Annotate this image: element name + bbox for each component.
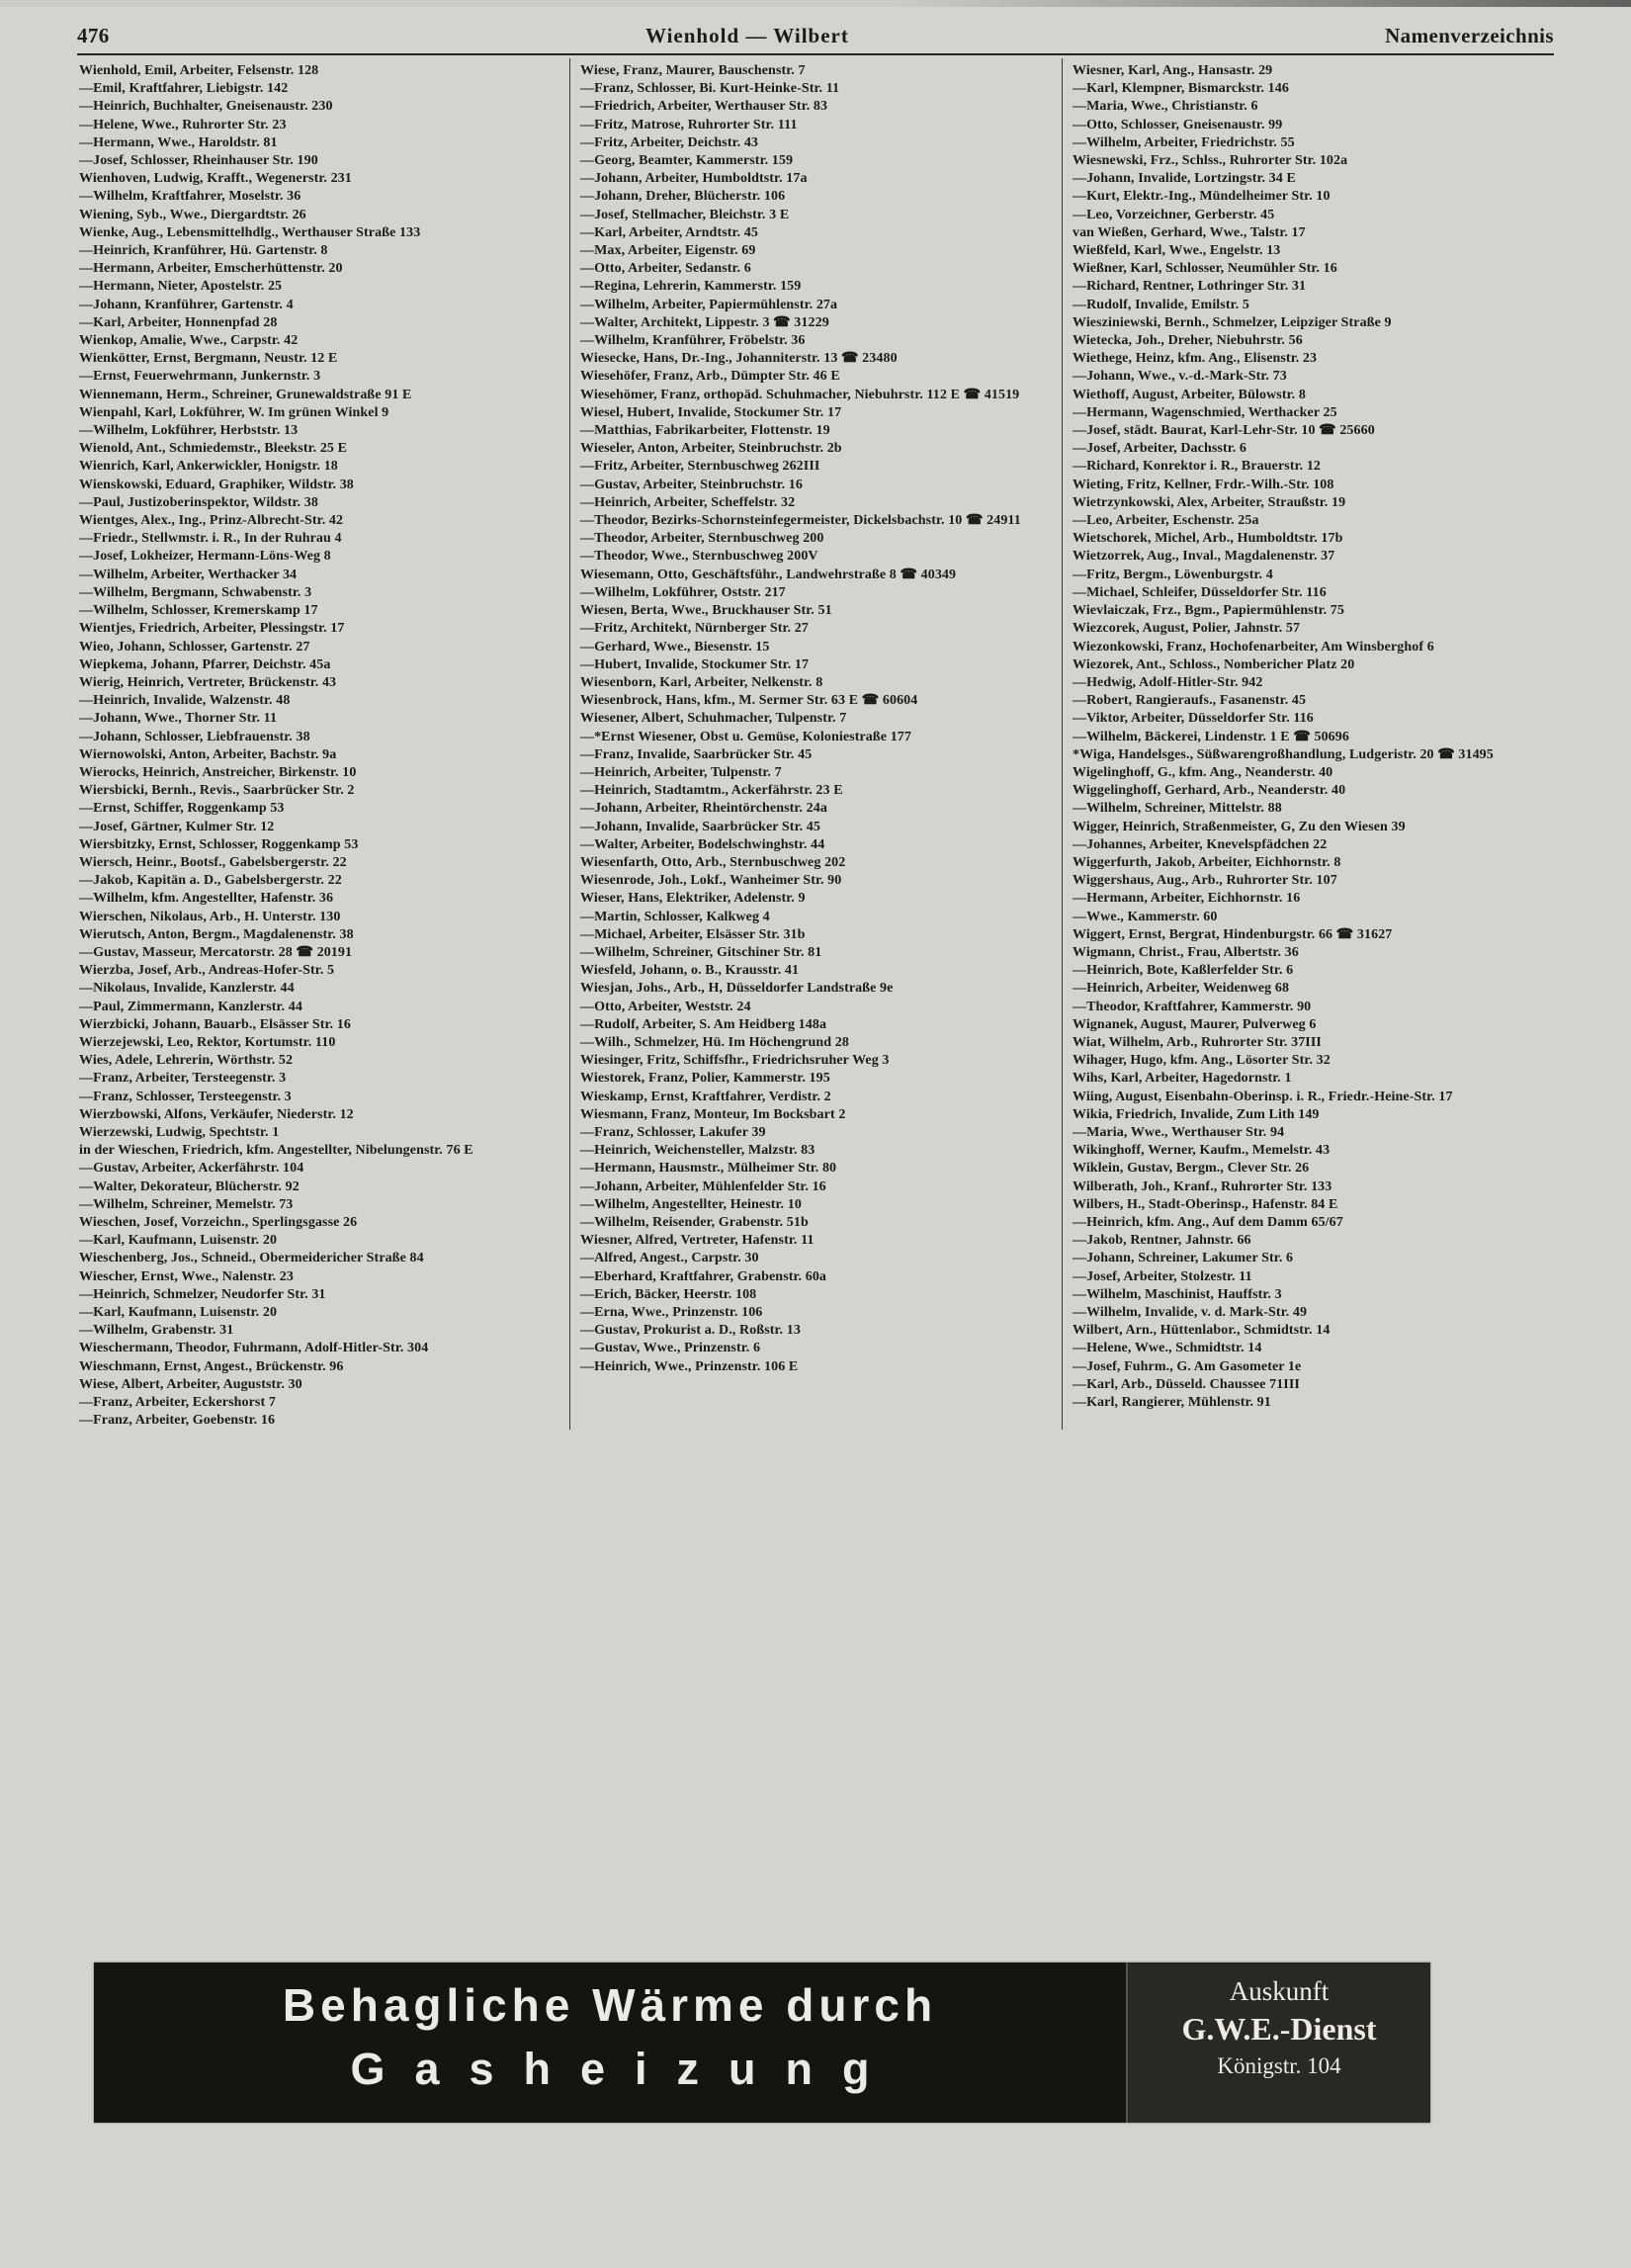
directory-entry: Wiesel, Hubert, Invalide, Stockumer Str. 17 <box>579 404 842 420</box>
directory-entry: Wiese, Albert, Arbeiter, Auguststr. 30 <box>79 1376 302 1392</box>
directory-entry: —Franz, Schlosser, Bi. Kurt-Heinke-Str. 11 <box>579 81 840 97</box>
directory-entry: Wiesinger, Fritz, Schiffsfhr., Friedrichsruher Weg 3 <box>579 1053 890 1069</box>
directory-entry: —Johann, Wwe., v.-d.-Mark-Str. 73 <box>1072 369 1287 385</box>
directory-entry: Wiing, August, Eisenbahn-Oberinsp. i. R., Friedr.-Heine-Str. 17 <box>1072 1089 1453 1104</box>
directory-entry: Wierzbicki, Johann, Bauarb., Elsässer Str. 16 <box>79 1016 351 1032</box>
directory-entry: —Hermann, Hausmstr., Mülheimer Str. 80 <box>579 1161 837 1177</box>
directory-entry: Wieseler, Anton, Arbeiter, Steinbruchstr. 2b <box>579 441 842 457</box>
ad-headline-line2: Gasheizung <box>350 2044 900 2094</box>
ad-info-title: Auskunft <box>1229 1976 1330 2006</box>
directory-entry: Wienkop, Amalie, Wwe., Carpstr. 42 <box>79 333 299 349</box>
directory-entry: —Wilhelm, Grabenstr. 31 <box>79 1323 234 1339</box>
directory-entry: —Wilhelm, Lokführer, Herbststr. 13 <box>79 423 299 439</box>
directory-entry: Wiesner, Alfred, Vertreter, Hafenstr. 11 <box>579 1233 815 1249</box>
ad-info-name: G.W.E.-Dienst <box>1181 2011 1377 2047</box>
directory-entry: —Johann, Arbeiter, Mühlenfelder Str. 16 <box>579 1178 826 1194</box>
directory-entry: —Johann, Dreher, Blücherstr. 106 <box>579 189 786 205</box>
directory-entry: Wiesenbrock, Hans, kfm., M. Sermer Str. 63 E ☎ 60604 <box>579 693 918 709</box>
directory-entry: —Emil, Kraftfahrer, Liebigstr. 142 <box>79 81 289 97</box>
directory-entry: Wiese, Franz, Maurer, Bauschenstr. 7 <box>579 63 806 78</box>
directory-entry: —Wilhelm, Arbeiter, Papiermühlenstr. 27a <box>579 297 838 312</box>
directory-entry: —Hermann, Arbeiter, Emscherhüttenstr. 20 <box>79 261 343 277</box>
directory-entry: —Josef, städt. Baurat, Karl-Lehr-Str. 10 ☎ 25660 <box>1072 423 1375 439</box>
ad-headline-line1: Behagliche Wärme durch <box>282 1979 938 2031</box>
directory-entry: Wiethege, Heinz, kfm. Ang., Elisenstr. 23 <box>1072 351 1318 367</box>
directory-column-3 <box>1062 58 1554 1430</box>
directory-entry: —Wwe., Kammerstr. 60 <box>1072 909 1218 924</box>
directory-entry: —Franz, Arbeiter, Tersteegenstr. 3 <box>79 1071 287 1087</box>
directory-entry: Wiestorek, Franz, Polier, Kammerstr. 195 <box>579 1071 830 1087</box>
directory-entry: Wierzewski, Ludwig, Spechtstr. 1 <box>79 1124 280 1140</box>
directory-entry: —Wilhelm, Kraftfahrer, Moselstr. 36 <box>79 189 301 205</box>
directory-entry: —Heinrich, Buchhalter, Gneisenaustr. 230 <box>79 99 333 115</box>
directory-entry: —Walter, Arbeiter, Bodelschwinghstr. 44 <box>579 836 825 852</box>
directory-entry: Wienhold, Emil, Arbeiter, Felsenstr. 128 <box>79 63 319 78</box>
directory-entry: —*Ernst Wiesener, Obst u. Gemüse, Koloniestraße 177 <box>579 729 911 744</box>
directory-entry: —Maria, Wwe., Christianstr. 6 <box>1072 99 1258 115</box>
directory-entry: —Erich, Bäcker, Heerstr. 108 <box>579 1286 757 1302</box>
directory-entry: —Hermann, Nieter, Apostelstr. 25 <box>79 279 283 295</box>
directory-entry: Wiernowolski, Anton, Arbeiter, Bachstr. 9a <box>79 746 337 762</box>
directory-entry: —Johann, Arbeiter, Rheintörchenstr. 24a <box>579 801 827 817</box>
directory-entry: Wiggershaus, Aug., Arb., Ruhrorter Str. 107 <box>1072 873 1337 889</box>
directory-entry: —Otto, Arbeiter, Weststr. 24 <box>579 999 751 1014</box>
directory-entry: Wikinghoff, Werner, Kaufm., Memelstr. 43 <box>1072 1143 1331 1159</box>
directory-entry: —Wilhelm, Arbeiter, Werthacker 34 <box>79 567 298 582</box>
directory-entry: —Josef, Lokheizer, Hermann-Löns-Weg 8 <box>79 549 331 565</box>
directory-entry: Wiklein, Gustav, Bergm., Clever Str. 26 <box>1072 1161 1310 1177</box>
directory-entry: —Johannes, Arbeiter, Knevelspfädchen 22 <box>1072 836 1328 852</box>
directory-entry: Wienskowski, Eduard, Graphiker, Wildstr. 38 <box>79 477 354 492</box>
directory-entry: Wierutsch, Anton, Bergm., Magdalenenstr. 38 <box>79 926 354 942</box>
directory-entry: —Johann, Invalide, Lortzingstr. 34 E <box>1072 171 1296 187</box>
directory-entry: van Wießen, Gerhard, Wwe., Talstr. 17 <box>1072 224 1306 240</box>
directory-entry: —Johann, Kranführer, Gartenstr. 4 <box>79 297 294 312</box>
directory-entry: Wiesenrode, Joh., Lokf., Wanheimer Str. 90 <box>579 873 842 889</box>
directory-entry: Wießner, Karl, Schlosser, Neumühler Str. 16 <box>1072 261 1337 277</box>
directory-entry: Wigger, Heinrich, Straßenmeister, G, Zu den Wiesen 39 <box>1072 819 1406 834</box>
directory-entry: Wierzba, Josef, Arb., Andreas-Hofer-Str. 5 <box>79 963 335 979</box>
directory-entry: —Paul, Justizoberinspektor, Wildstr. 38 <box>79 494 318 510</box>
directory-entry: —Karl, Kaufmann, Luisenstr. 20 <box>79 1305 278 1321</box>
directory-entry: —Fritz, Bergm., Löwenburgstr. 4 <box>1072 567 1273 582</box>
directory-entry: —Heinrich, Arbeiter, Weidenweg 68 <box>1072 981 1290 997</box>
directory-entry: —Heinrich, Wwe., Prinzenstr. 106 E <box>579 1358 799 1374</box>
directory-entry: —Karl, Arbeiter, Honnenpfad 28 <box>79 314 278 330</box>
directory-entry: Wiezorek, Ant., Schloss., Nombericher Platz 20 <box>1072 656 1355 672</box>
directory-entry: —Kurt, Elektr.-Ing., Mündelheimer Str. 10 <box>1072 189 1331 205</box>
directory-entry: —Gerhard, Wwe., Biesenstr. 15 <box>579 639 770 654</box>
directory-entry: Wiennemann, Herm., Schreiner, Grunewaldstraße 91 E <box>79 387 412 402</box>
directory-entry: Wieser, Hans, Elektriker, Adelenstr. 9 <box>579 891 806 907</box>
directory-entry: —Josef, Stellmacher, Bleichstr. 3 E <box>579 207 790 222</box>
directory-entry: Wiesen, Berta, Wwe., Bruckhauser Str. 51 <box>579 603 832 619</box>
ad-headline-area <box>94 1963 1126 2123</box>
directory-entry: Wierzejewski, Leo, Rektor, Kortumstr. 110 <box>79 1034 336 1050</box>
directory-entry: Wientjes, Friedrich, Arbeiter, Plessingstr. 17 <box>79 621 345 637</box>
directory-entry: Wiesehöfer, Franz, Arb., Dümpter Str. 46 E <box>579 369 840 385</box>
directory-entry: Wiepkema, Johann, Pfarrer, Deichstr. 45a <box>79 656 331 672</box>
directory-entry: Wiesenfarth, Otto, Arb., Sternbuschweg 202 <box>579 854 846 870</box>
directory-entry: —Otto, Schlosser, Gneisenaustr. 99 <box>1072 117 1283 132</box>
directory-entry: Wilberath, Joh., Kranf., Ruhrorter Str. 133 <box>1072 1178 1332 1194</box>
directory-entry: —Helene, Wwe., Schmidtstr. 14 <box>1072 1341 1262 1356</box>
directory-column-1 <box>77 58 569 1430</box>
directory-entry: —Gustav, Prokurist a. D., Roßstr. 13 <box>579 1323 801 1339</box>
directory-entry: —Ernst, Schiffer, Roggenkamp 53 <box>79 801 285 817</box>
directory-entry: —Gustav, Arbeiter, Steinbruchstr. 16 <box>579 477 804 492</box>
directory-entry: Wiening, Syb., Wwe., Diergardtstr. 26 <box>79 207 306 222</box>
directory-entry: —Wilhelm, Arbeiter, Friedrichstr. 55 <box>1072 134 1295 150</box>
directory-entry: —Franz, Arbeiter, Eckershorst 7 <box>79 1395 276 1411</box>
directory-entry: —Matthias, Fabrikarbeiter, Flottenstr. 19 <box>579 423 830 439</box>
directory-entry: —Wilhelm, Schlosser, Kremerskamp 17 <box>79 603 318 619</box>
directory-entry: —Max, Arbeiter, Eigenstr. 69 <box>579 243 756 259</box>
directory-entry: —Heinrich, Arbeiter, Tulpenstr. 7 <box>579 764 782 780</box>
directory-entry: —Robert, Rangieraufs., Fasanenstr. 45 <box>1072 693 1307 709</box>
directory-entry: Wieschmann, Ernst, Angest., Brückenstr. 96 <box>79 1358 344 1374</box>
directory-entry: Wievlaiczak, Frz., Bgm., Papiermühlenstr. 75 <box>1072 603 1345 619</box>
directory-entry: —Josef, Gärtner, Kulmer Str. 12 <box>79 819 275 834</box>
directory-entry: —Wilhelm, kfm. Angestellter, Hafenstr. 36 <box>79 891 334 907</box>
directory-entry: Wilbert, Arn., Hüttenlabor., Schmidtstr. 14 <box>1072 1323 1331 1339</box>
directory-entry: —Jakob, Rentner, Jahnstr. 66 <box>1072 1233 1251 1249</box>
directory-entry: —Erna, Wwe., Prinzenstr. 106 <box>579 1305 763 1321</box>
directory-entry: —Wilhelm, Reisender, Grabenstr. 51b <box>579 1215 809 1230</box>
directory-entry: Wiescher, Ernst, Wwe., Nalenstr. 23 <box>79 1268 294 1284</box>
directory-entry: —Theodor, Kraftfahrer, Kammerstr. 90 <box>1072 999 1312 1014</box>
directory-entry: —Michael, Arbeiter, Elsässer Str. 31b <box>579 926 806 942</box>
directory-entry: Wienkötter, Ernst, Bergmann, Neustr. 12 E <box>79 351 338 367</box>
directory-entry: Wieo, Johann, Schlosser, Gartenstr. 27 <box>79 639 310 654</box>
directory-entry: —Hermann, Wwe., Haroldstr. 81 <box>79 134 278 150</box>
directory-entry: —Fritz, Arbeiter, Sternbuschweg 262III <box>579 459 820 475</box>
directory-entry: Wieskamp, Ernst, Kraftfahrer, Verdistr. 2 <box>579 1089 831 1104</box>
advertisement-banner <box>94 1963 1430 2123</box>
directory-entry: —Wilhelm, Invalide, v. d. Mark-Str. 49 <box>1072 1305 1308 1321</box>
directory-entry: —Theodor, Bezirks-Schornsteinfegermeister, Dickelsbachstr. 10 ☎ 24911 <box>579 513 1021 529</box>
directory-entry: —Michael, Schleifer, Düsseldorfer Str. 116 <box>1072 584 1327 600</box>
directory-column-2 <box>569 58 1062 1430</box>
directory-entry: —Karl, Arb., Düsseld. Chaussee 71III <box>1072 1376 1300 1392</box>
directory-entry: —Regina, Lehrerin, Kammerstr. 159 <box>579 279 802 295</box>
directory-entry: Wieschermann, Theodor, Fuhrmann, Adolf-Hitler-Str. 304 <box>79 1341 429 1356</box>
directory-entry: Wiggerfurth, Jakob, Arbeiter, Eichhornstr. 8 <box>1072 854 1341 870</box>
directory-entry: Wienhoven, Ludwig, Krafft., Wegenerstr. 231 <box>79 171 352 187</box>
directory-entry: —Friedr., Stellwmstr. i. R., In der Ruhrau 4 <box>79 531 342 547</box>
directory-entry: —Karl, Arbeiter, Arndtstr. 45 <box>579 224 758 240</box>
scan-artifact-top-edge <box>0 0 1631 7</box>
directory-entry: Wieschenberg, Jos., Schneid., Obermeidericher Straße 84 <box>79 1251 424 1266</box>
directory-entry: —Franz, Schlosser, Tersteegenstr. 3 <box>79 1089 292 1104</box>
directory-entry: Wieschen, Josef, Vorzeichn., Sperlingsgasse 26 <box>79 1215 358 1230</box>
directory-entry: Wiesmann, Franz, Monteur, Im Bocksbart 2 <box>579 1106 846 1122</box>
directory-entry: —Wilhelm, Schreiner, Memelstr. 73 <box>79 1196 294 1212</box>
directory-entry: Wiggelinghoff, Gerhard, Arb., Neanderstr. 40 <box>1072 783 1346 799</box>
directory-entry: Wiesjan, Johs., Arb., H, Düsseldorfer Landstraße 9e <box>579 981 894 997</box>
directory-entry: —Hubert, Invalide, Stockumer Str. 17 <box>579 656 810 672</box>
directory-entry: Wignanek, August, Maurer, Pulverweg 6 <box>1072 1016 1317 1032</box>
directory-entry: Wiersbicki, Bernh., Revis., Saarbrücker Str. 2 <box>79 783 355 799</box>
directory-entry: *Wiga, Handelsges., Süßwarengroßhandlung, Ludgeristr. 20 ☎ 31495 <box>1072 746 1494 762</box>
directory-entry: Wihager, Hugo, kfm. Ang., Lösorter Str. 32 <box>1072 1053 1331 1069</box>
directory-entry: —Johann, Wwe., Thorner Str. 11 <box>79 711 278 727</box>
directory-entry: Wiersbitzky, Ernst, Schlosser, Roggenkamp 53 <box>79 836 359 852</box>
directory-entry: —Wilhelm, Schreiner, Mittelstr. 88 <box>1072 801 1282 817</box>
directory-entry: —Rudolf, Invalide, Emilstr. 5 <box>1072 297 1249 312</box>
directory-entry: —Wilhelm, Schreiner, Gitschiner Str. 81 <box>579 944 822 960</box>
directory-entry: —Wilhelm, Angestellter, Heinestr. 10 <box>579 1196 802 1212</box>
directory-entry: Wiersch, Heinr., Bootsf., Gabelsbergerstr. 22 <box>79 854 347 870</box>
directory-entry: —Friedrich, Arbeiter, Werthauser Str. 83 <box>579 99 828 115</box>
directory-entry: —Fritz, Architekt, Nürnberger Str. 27 <box>579 621 809 637</box>
directory-entry: —Josef, Schlosser, Rheinhauser Str. 190 <box>79 153 318 169</box>
directory-entry: Wiesener, Albert, Schuhmacher, Tulpenstr. 7 <box>579 711 847 727</box>
directory-entry: Wierig, Heinrich, Vertreter, Brückenstr. 43 <box>79 674 337 690</box>
directory-entry: —Maria, Wwe., Werthauser Str. 94 <box>1072 1124 1285 1140</box>
directory-entry: —Johann, Schlosser, Liebfrauenstr. 38 <box>79 729 310 744</box>
directory-entry: Wietschorek, Michel, Arb., Humboldtstr. 17b <box>1072 531 1343 547</box>
directory-entry: —Walter, Architekt, Lippestr. 3 ☎ 31229 <box>579 314 829 330</box>
directory-entry: —Leo, Vorzeichner, Gerberstr. 45 <box>1072 207 1275 222</box>
directory-entry: Wietecka, Joh., Dreher, Niebuhrstr. 56 <box>1072 333 1303 349</box>
ad-info-box <box>1126 1963 1430 2123</box>
page-title: Wienhold — Wilbert <box>644 24 849 47</box>
directory-entry: —Fritz, Arbeiter, Deichstr. 43 <box>579 134 759 150</box>
directory-entry: —Johann, Schreiner, Lakumer Str. 6 <box>1072 1251 1294 1266</box>
directory-entry: —Hermann, Wagenschmied, Werthacker 25 <box>1072 404 1337 420</box>
directory-entry: —Gustav, Arbeiter, Ackerfährstr. 104 <box>79 1161 304 1177</box>
directory-entry: —Alfred, Angest., Carpstr. 30 <box>579 1251 759 1266</box>
directory-entry: —Heinrich, Arbeiter, Scheffelstr. 32 <box>579 494 796 510</box>
directory-entry: —Josef, Arbeiter, Dachsstr. 6 <box>1072 441 1247 457</box>
directory-entry: —Karl, Klempner, Bismarckstr. 146 <box>1072 81 1289 97</box>
directory-entry: —Heinrich, Invalide, Walzenstr. 48 <box>79 693 291 709</box>
directory-entry: —Heinrich, Stadtamtm., Ackerfährstr. 23 E <box>579 783 843 799</box>
directory-entry: Wiethoff, August, Arbeiter, Bülowstr. 8 <box>1072 387 1306 402</box>
directory-entry: —Heinrich, Kranführer, Hü. Gartenstr. 8 <box>79 243 328 259</box>
directory-entry: —Jakob, Kapitän a. D., Gabelsbergerstr. 22 <box>79 873 342 889</box>
directory-entry: —Heinrich, Weichensteller, Malzstr. 83 <box>579 1143 816 1159</box>
directory-entry: Wilbers, H., Stadt-Oberinsp., Hafenstr. 84 E <box>1072 1196 1338 1212</box>
directory-entry: —Richard, Rentner, Lothringer Str. 31 <box>1072 279 1307 295</box>
directory-entry: —Wilhelm, Bergmann, Schwabenstr. 3 <box>79 584 312 600</box>
directory-entry: —Wilhelm, Bäckerei, Lindenstr. 1 E ☎ 50696 <box>1072 729 1349 744</box>
directory-entry: —Wilhelm, Lokführer, Oststr. 217 <box>579 584 786 600</box>
directory-entry: Wiesecke, Hans, Dr.-Ing., Johanniterstr. 13 ☎ 23480 <box>579 351 898 367</box>
directory-entry: Wießfeld, Karl, Wwe., Engelstr. 13 <box>1072 243 1281 259</box>
directory-columns <box>77 58 1554 1430</box>
directory-entry: —Fritz, Matrose, Ruhrorter Str. 111 <box>579 117 798 132</box>
directory-entry: Wienrich, Karl, Ankerwickler, Honigstr. 18 <box>79 459 338 475</box>
directory-entry: Wiat, Wilhelm, Arb., Ruhrorter Str. 37III <box>1072 1034 1322 1050</box>
directory-entry: —Eberhard, Kraftfahrer, Grabenstr. 60a <box>579 1268 827 1284</box>
directory-entry: Wiesner, Karl, Ang., Hansastr. 29 <box>1072 63 1273 78</box>
directory-entry: Wiesehömer, Franz, orthopäd. Schuhmacher, Niebuhrstr. 112 E ☎ 41519 <box>579 387 1020 402</box>
directory-entry: —Hermann, Arbeiter, Eichhornstr. 16 <box>1072 891 1301 907</box>
directory-entry: —Rudolf, Arbeiter, S. Am Heidberg 148a <box>579 1016 827 1032</box>
directory-entry: Wiesnewski, Frz., Schlss., Ruhrorter Str. 102a <box>1072 153 1348 169</box>
directory-entry: —Richard, Konrektor i. R., Brauerstr. 12 <box>1072 459 1322 475</box>
directory-entry: Wigelinghoff, G., kfm. Ang., Neanderstr. 40 <box>1072 764 1333 780</box>
directory-entry: —Heinrich, Bote, Kaßlerfelder Str. 6 <box>1072 963 1294 979</box>
directory-entry: Wiezonkowski, Franz, Hochofenarbeiter, Am Winsberghof 6 <box>1072 639 1434 654</box>
directory-entry: Wierzbowski, Alfons, Verkäufer, Niederstr. 12 <box>79 1106 354 1122</box>
directory-entry: —Franz, Schlosser, Lakufer 39 <box>579 1124 766 1140</box>
directory-entry: Wientges, Alex., Ing., Prinz-Albrecht-Str. 42 <box>79 513 344 529</box>
directory-entry: —Theodor, Wwe., Sternbuschweg 200V <box>579 549 818 565</box>
directory-entry: —Johann, Invalide, Saarbrücker Str. 45 <box>579 819 820 834</box>
directory-entry: —Gustav, Wwe., Prinzenstr. 6 <box>579 1341 761 1356</box>
ad-info-address: Königstr. 104 <box>1217 2053 1341 2078</box>
directory-entry: —Georg, Beamter, Kammerstr. 159 <box>579 153 794 169</box>
directory-entry: Wiggert, Ernst, Bergrat, Hindenburgstr. 66 ☎ 31627 <box>1072 926 1393 942</box>
directory-entry: —Hedwig, Adolf-Hitler-Str. 942 <box>1072 674 1263 690</box>
directory-entry: Wietrzynkowski, Alex, Arbeiter, Straußstr. 19 <box>1072 494 1346 510</box>
directory-entry: Wierschen, Nikolaus, Arb., H. Unterstr. 130 <box>79 909 341 924</box>
directory-entry: in der Wieschen, Friedrich, kfm. Angestellter, Nibelungenstr. 76 E <box>79 1143 473 1159</box>
directory-entry: —Josef, Arbeiter, Stolzestr. 11 <box>1072 1268 1252 1284</box>
directory-entry: —Franz, Invalide, Saarbrücker Str. 45 <box>579 746 813 762</box>
directory-entry: —Wilhelm, Maschinist, Hauffstr. 3 <box>1072 1286 1282 1302</box>
directory-entry: Wiesenborn, Karl, Arbeiter, Nelkenstr. 8 <box>579 674 823 690</box>
directory-entry: Wienke, Aug., Lebensmittelhdlg., Werthauser Straße 133 <box>79 224 421 240</box>
page-header <box>77 24 1554 55</box>
directory-entry: —Karl, Rangierer, Mühlenstr. 91 <box>1072 1395 1271 1411</box>
directory-entry: —Walter, Dekorateur, Blücherstr. 92 <box>79 1178 300 1194</box>
directory-entry: —Johann, Arbeiter, Humboldtstr. 17a <box>579 171 808 187</box>
directory-entry: Wietzorrek, Aug., Inval., Magdalenenstr. 37 <box>1072 549 1335 565</box>
directory-entry: —Wilhelm, Kranführer, Fröbelstr. 36 <box>579 333 806 349</box>
directory-entry: —Theodor, Arbeiter, Sternbuschweg 200 <box>579 531 824 547</box>
directory-entry: Wigmann, Christ., Frau, Albertstr. 36 <box>1072 944 1299 960</box>
directory-entry: Wiesfeld, Johann, o. B., Krausstr. 41 <box>579 963 800 979</box>
directory-entry: Wihs, Karl, Arbeiter, Hagedornstr. 1 <box>1072 1071 1292 1087</box>
directory-entry: —Leo, Arbeiter, Eschenstr. 25a <box>1072 513 1259 529</box>
directory-entry: Wienold, Ant., Schmiedemstr., Bleekstr. 25 E <box>79 441 348 457</box>
directory-entry: Wiesziniewski, Bernh., Schmelzer, Leipziger Straße 9 <box>1072 314 1392 330</box>
directory-entry: Wikia, Friedrich, Invalide, Zum Lith 149 <box>1072 1106 1320 1122</box>
directory-entry: —Heinrich, Schmelzer, Neudorfer Str. 31 <box>79 1286 326 1302</box>
section-label: Namenverzeichnis <box>1385 24 1554 47</box>
directory-entry: —Viktor, Arbeiter, Düsseldorfer Str. 116 <box>1072 711 1314 727</box>
directory-entry: —Paul, Zimmermann, Kanzlerstr. 44 <box>79 999 302 1014</box>
directory-entry: —Heinrich, kfm. Ang., Auf dem Damm 65/67 <box>1072 1215 1343 1230</box>
directory-entry: Wieting, Fritz, Kellner, Frdr.-Wilh.-Str. 108 <box>1072 477 1334 492</box>
directory-entry: —Ernst, Feuerwehrmann, Junkernstr. 3 <box>79 369 321 385</box>
page-number: 476 <box>77 24 110 47</box>
directory-entry: Wienpahl, Karl, Lokführer, W. Im grünen Winkel 9 <box>79 404 389 420</box>
directory-entry: Wierocks, Heinrich, Anstreicher, Birkenstr. 10 <box>79 764 357 780</box>
directory-entry: —Otto, Arbeiter, Sedanstr. 6 <box>579 261 751 277</box>
directory-entry: —Franz, Arbeiter, Goebenstr. 16 <box>79 1413 276 1429</box>
directory-entry: —Karl, Kaufmann, Luisenstr. 20 <box>79 1233 278 1249</box>
directory-entry: Wies, Adele, Lehrerin, Wörthstr. 52 <box>79 1053 294 1069</box>
directory-entry: Wiezcorek, August, Polier, Jahnstr. 57 <box>1072 621 1301 637</box>
directory-entry: —Martin, Schlosser, Kalkweg 4 <box>579 909 770 924</box>
directory-entry: —Gustav, Masseur, Mercatorstr. 28 ☎ 20191 <box>79 944 353 960</box>
directory-entry: —Wilh., Schmelzer, Hü. Im Höchengrund 28 <box>579 1034 849 1050</box>
directory-entry: Wiesemann, Otto, Geschäftsführ., Landwehrstraße 8 ☎ 40349 <box>579 567 957 582</box>
directory-entry: —Nikolaus, Invalide, Kanzlerstr. 44 <box>79 981 295 997</box>
directory-entry: —Josef, Fuhrm., G. Am Gasometer 1e <box>1072 1358 1302 1374</box>
directory-entry: —Helene, Wwe., Ruhrorter Str. 23 <box>79 117 287 132</box>
